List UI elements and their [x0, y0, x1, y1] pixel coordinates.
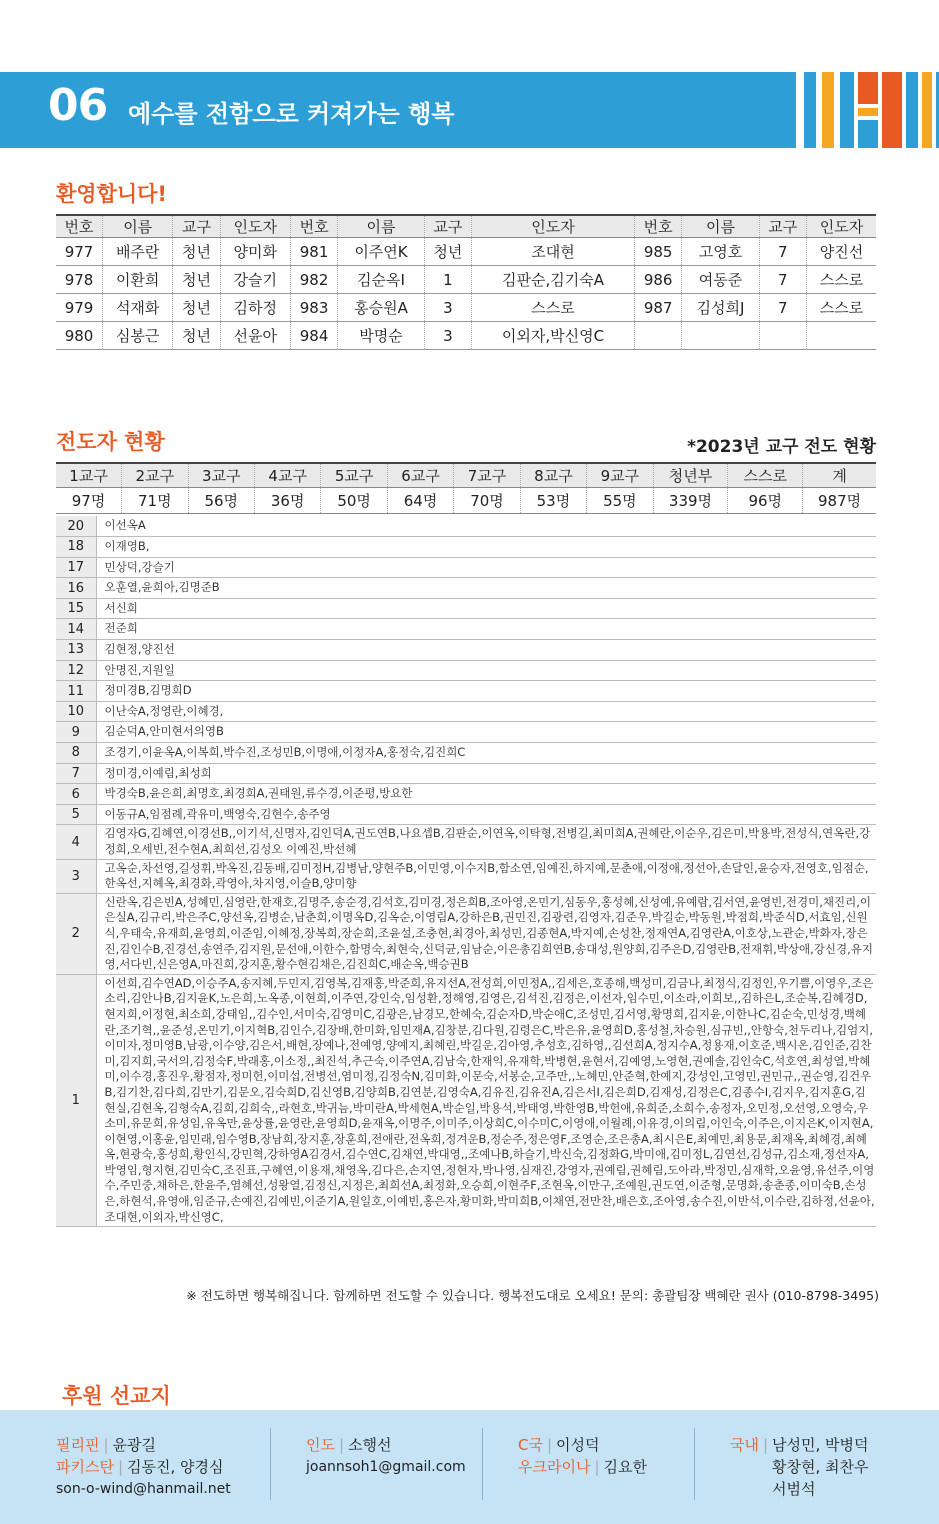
welcome-header-cell: 인도자	[472, 215, 635, 238]
list-item	[56, 640, 876, 661]
evangelist-names: 이재영B,	[96, 537, 876, 558]
table-row	[56, 238, 876, 266]
welcome-header-cell: 인도자	[806, 215, 876, 238]
stats-value-cell: 71명	[122, 487, 188, 513]
welcome-cell: 김하정	[220, 294, 290, 322]
welcome-cell: 강슬기	[220, 266, 290, 294]
welcome-cell: 978	[56, 266, 103, 294]
stats-value-cell: 97명	[56, 487, 122, 513]
welcome-cell: 청년	[173, 294, 220, 322]
stats-header-cell: 8교구	[520, 463, 586, 487]
evangelism-count: 6	[56, 784, 96, 805]
welcome-title: 환영합니다!	[56, 182, 168, 206]
missionary-col-2: 인도 | 소행선 joannsoh1@gmail.com	[306, 1434, 466, 1478]
stats-header-cell: 스스로	[728, 463, 803, 487]
evangelism-count: 10	[56, 701, 96, 722]
evangelism-count: 4	[56, 825, 96, 859]
table-row	[56, 266, 876, 294]
stats-value-cell: 36명	[254, 487, 320, 513]
country-label: 파키스탄	[56, 1458, 114, 1476]
list-item	[56, 619, 876, 640]
evangelist-names: 전준희	[96, 619, 876, 640]
list-item	[56, 557, 876, 578]
welcome-cell	[806, 322, 876, 350]
welcome-cell: 여동준	[682, 266, 759, 294]
stats-header-cell: 계	[803, 463, 876, 487]
list-item	[56, 743, 876, 764]
missionary-name: 김요한	[603, 1458, 647, 1476]
welcome-cell: 배주란	[103, 238, 173, 266]
stats-header-cell: 3교구	[188, 463, 254, 487]
welcome-cell: 이외자,박신영C	[472, 322, 635, 350]
divider	[694, 1428, 695, 1500]
evangelist-names: 박경숙B,윤은희,최명호,최경희A,권태원,류수경,이준평,방요한	[96, 784, 876, 805]
table-row	[56, 294, 876, 322]
welcome-cell: 심봉근	[103, 322, 173, 350]
evangelist-names: 신란옥,김은빈A,성혜민,심영란,한재호,김명주,송순경,김석호,김미경,정은희B,조아영,온민기,심동우,홍성혜,신성예,유예람,김서연,윤영빈,전경미,채진리,이은실A,김규리,박은주C,양선옥,김병순,남춘희,이명옥D,김옥순,이영림A,강하은B,권민진,김광련,김영자,김준우,박길순,박동원,박점희,박준식D,서효임,신원식,우태숙,유재희,윤영희,이준임,이혜정,장복희,장순희,조윤설,조충현,최경아,최성민,김종현A,박지예,손성찬,정재연A,김영란A,이호상,노관순,박화자,장은진,김인수B,진경선,송연주,김지원,문선애,이한수,함명숙,최현숙,신덕균,임남순,이은총김희연B,송대성,원양희,김주은D,김영란B,전재휘,박상애,강신경,유지영,서다빈,신은영A,마진희,강지훈,황수현김채은,김진희C,배순옥,백승권B	[96, 893, 876, 974]
missionary-name: 윤광길	[112, 1436, 157, 1454]
list-item	[56, 537, 876, 558]
welcome-cell: 스스로	[806, 294, 876, 322]
welcome-cell: 987	[635, 294, 682, 322]
missionary-name: 황창현, 최찬우	[772, 1458, 869, 1476]
welcome-cell: 980	[56, 322, 103, 350]
welcome-cell: 고영호	[682, 238, 759, 266]
welcome-header-cell: 이름	[103, 215, 173, 238]
welcome-cell: 석재화	[103, 294, 173, 322]
welcome-cell: 양진선	[806, 238, 876, 266]
missionary-name: 남성민, 박병덕	[772, 1436, 869, 1454]
evangelism-title: 전도자 현황	[56, 430, 165, 454]
welcome-cell: 979	[56, 294, 103, 322]
welcome-cell: 김순옥I	[338, 266, 424, 294]
country-label: 국내	[730, 1436, 759, 1454]
welcome-cell: 김판순,김기숙A	[472, 266, 635, 294]
list-item	[56, 825, 876, 859]
evangelism-count: 12	[56, 660, 96, 681]
evangelism-count: 18	[56, 537, 96, 558]
section-title: 예수를 전함으로 커져가는 행복	[128, 100, 455, 128]
evangelist-count-table	[56, 516, 876, 1227]
welcome-cell	[635, 322, 682, 350]
stats-value-cell: 987명	[803, 487, 876, 513]
list-item	[56, 859, 876, 893]
welcome-cell	[759, 322, 806, 350]
list-item	[56, 893, 876, 974]
welcome-cell: 홍승원A	[338, 294, 424, 322]
welcome-cell: 이환희	[103, 266, 173, 294]
welcome-cell: 청년	[173, 266, 220, 294]
list-item	[56, 974, 876, 1227]
evangelist-names: 이선희,김수연AD,이승주A,송지혜,두민지,김영복,김재홍,박준희,유지선A,전성희,이민정A,,김세은,호종해,백성미,김금나,최정식,김정인,우기쁨,이영우,조은소리,김안나B,김지윤K,노은희,노옥종,이현희,이주연,강인숙,임성환,정해영,김영은,김석진,김정은,이선자,임수민,이소라,이희보,,김하은L,조순복,김혜경D,현지희,이정현,최소희,강태임,,김수인,서미숙,김영미C,김광은,남경모,한혜숙,김순자D,박순애C,조성민,김서영,황명희,김지윤,이한나C,김순숙,민성경,백혜란,조기혁,,윤준성,온민기,이지혁B,김인수,김장배,한미화,임민재A,김창분,김다원,김령은C,박은유,윤영희D,홍성철,차승원,심규빈,,안항숙,천두리나,김엄지,이미자,정미영B,남광,이수양,김은서,배현,장예나,전예영,양예지,최혜린,박길운,김아영,추성호,김하영,,김선희A,정지수A,정용재,이호준,백시온,김인준,김찬미,김지희,국서의,김정숙F,박래홍,이소정,,최진석,추근숙,이주연A,김남숙,한재익,유재학,박병현,윤현서,김예영,노영현,권예솔,김인숙C,석호연,최성열,박혜미,이수경,홍진우,황점자,정미헌,이미섭,전병선,염미정,김정숙N,김미화,이문숙,서봉순,고주만,,노혜민,안준혁,한예지,강성인,고영민,권민규,,권순영,김건우B,김기찬,김다희,김만기,김문오,김숙희D,김신영B,김양희B,김연분,김영숙A,김유진,김유진A,김은서I,김은희D,김재성,김정은C,김종수I,김지우,김지훈G,김현실,김현옥,김형숙A,김희,김희숙,,라현호,박귀늠,박미란A,박세현A,박순일,박용석,박태영,박한영B,박헌애,유희준,소희수,송정자,오민정,오선영,오영숙,우소미,유문희,유성임,유옥만,윤상률,윤영란,윤영희D,윤재옥,이명주,이미주,이상희C,이수미C,이영애,이월례,이유경,이의림,이인숙,이주은,이지은K,이지현A,이현영,이홍윤,임민래,임수영B,장남희,장지훈,장훈희,전애란,전옥희,정겨운B,정순주,정은영F,조영순,조은총A,최시은E,최예민,최용문,최재옥,최혜경,최혜옥,현광숙,홍성희,황인식,강민혁,강하영A김경서,김수연C,김채연,박대영,,조예나B,하슬기,박신숙,김정화G,박미애,김미정L,김연선,김성규,김소재,정선자A,박영임,형지현,김민숙C,조진표,구혜연,이용재,채영옥,김다은,손지연,정현자,박나영,심재진,강영자,권예림,권혜림,도아라,박정민,심재학,오윤영,유선주,이영수,주민중,채하은,한윤주,염혜선,성왕열,김정신,지정은,최희선A,최정화,오승희,이현주F,조현옥,이만구,조예원,권도연,이준형,문명화,송춘종,이미숙B,손성은,하현석,유영애,임준규,손예진,김예빈,이준기A,원일호,이예빈,홍은자,황미화,박미희B,이채연,전만찬,배은호,조아영,송수진,이반석,이수란,김하정,선윤아,조대현,이외자,박신영C,	[96, 974, 876, 1227]
stats-value-cell: 50명	[321, 487, 387, 513]
welcome-cell: 스스로	[806, 266, 876, 294]
evangelism-count: 2	[56, 893, 96, 974]
missionary-name: 이성덕	[556, 1436, 600, 1454]
list-item	[56, 722, 876, 743]
welcome-cell: 7	[759, 238, 806, 266]
welcome-cell: 선윤아	[220, 322, 290, 350]
missionary-name: 김동진, 양경심	[127, 1458, 224, 1476]
evangelist-names: 이동규A,임점례,곽유미,백영숙,김현수,송주영	[96, 804, 876, 825]
stats-header-cell: 9교구	[587, 463, 653, 487]
welcome-cell: 조대현	[472, 238, 635, 266]
evangelist-names: 이난숙A,정영란,이혜경,	[96, 701, 876, 722]
welcome-header-cell: 번호	[290, 215, 337, 238]
list-item	[56, 784, 876, 805]
missionary-email: son-o-wind@hanmail.net	[56, 1481, 231, 1497]
welcome-cell: 박명순	[338, 322, 424, 350]
welcome-cell: 977	[56, 238, 103, 266]
stats-value-cell: 56명	[188, 487, 254, 513]
evangelist-names: 김현정,양진선	[96, 640, 876, 661]
evangelist-names: 이선옥A	[96, 516, 876, 537]
evangelism-count: 1	[56, 974, 96, 1227]
evangelist-names: 고옥순,차선영,길성휘,박옥진,김동배,김미정H,김병남,양현주B,이민영,이수지B,함소연,임예진,하지예,문춘애,이정애,정선아,손달인,윤승자,전영호,임점순,한옥선,지혜옥,최경화,곽영아,차지영,이슬B,양미향	[96, 859, 876, 893]
welcome-cell: 984	[290, 322, 337, 350]
evangelism-count: 7	[56, 763, 96, 784]
welcome-cell: 982	[290, 266, 337, 294]
stats-value-cell: 96명	[728, 487, 803, 513]
stats-header-cell: 청년부	[653, 463, 728, 487]
evangelist-names: 김영자G,김혜연,이경선B,,이기석,신명자,김인덕A,권도연B,나요셉B,김판순,이연옥,이탁형,전병길,최미희A,권혜란,이순우,김은미,박용박,전성식,연옥란,강정희,오세빈,전수현A,최희선,김성오 이예진,박선혜	[96, 825, 876, 859]
missionary-title: 후원 선교지	[62, 1384, 171, 1408]
welcome-cell: 양미화	[220, 238, 290, 266]
list-item	[56, 804, 876, 825]
welcome-cell: 985	[635, 238, 682, 266]
welcome-cell: 981	[290, 238, 337, 266]
evangelism-count: 9	[56, 722, 96, 743]
stats-value-cell: 339명	[653, 487, 728, 513]
country-label: 필리핀	[56, 1436, 100, 1454]
welcome-cell	[682, 322, 759, 350]
stats-header-cell: 6교구	[387, 463, 453, 487]
evangelism-note: *2023년 교구 전도 현황	[687, 437, 876, 457]
evangelism-count: 3	[56, 859, 96, 893]
evangelism-count: 5	[56, 804, 96, 825]
list-item	[56, 763, 876, 784]
welcome-header-cell: 교구	[173, 215, 220, 238]
evangelist-names: 안명진,지원일	[96, 660, 876, 681]
missionary-name: 서범석	[772, 1480, 816, 1498]
country-label: 우크라이나	[518, 1458, 591, 1476]
welcome-cell: 청년	[173, 322, 220, 350]
missionary-email: joannsoh1@gmail.com	[306, 1459, 466, 1475]
footnote: ※ 전도하면 행복해집니다. 함께하면 전도할 수 있습니다. 행복전도대로 오세요! 문의: 총괄팀장 백혜란 권사 (010-8798-3495)	[186, 1288, 879, 1303]
welcome-table	[56, 214, 876, 350]
evangelism-count: 20	[56, 516, 96, 537]
welcome-cell: 스스로	[472, 294, 635, 322]
stats-value-cell: 64명	[387, 487, 453, 513]
table-row	[56, 322, 876, 350]
evangelist-names: 김순덕A,안미현서의영B	[96, 722, 876, 743]
stats-header-cell: 2교구	[122, 463, 188, 487]
evangelism-stats-table	[56, 462, 876, 514]
list-item	[56, 660, 876, 681]
stats-header-cell: 5교구	[321, 463, 387, 487]
welcome-header-cell: 이름	[338, 215, 424, 238]
stats-value-cell: 53명	[520, 487, 586, 513]
missionary-col-3: C국 | 이성덕 우크라이나 | 김요한	[518, 1436, 647, 1476]
welcome-header-cell: 교구	[424, 215, 471, 238]
evangelist-names: 조경기,이윤옥A,이복희,박수진,조성민B,이명애,이정자A,홍정숙,김진희C	[96, 743, 876, 764]
list-item	[56, 516, 876, 537]
evangelism-count: 16	[56, 578, 96, 599]
welcome-header-cell: 교구	[759, 215, 806, 238]
welcome-header-cell: 인도자	[220, 215, 290, 238]
evangelist-names: 정미경B,김명희D	[96, 681, 876, 702]
stats-header-cell: 7교구	[454, 463, 520, 487]
welcome-cell: 986	[635, 266, 682, 294]
divider	[482, 1428, 483, 1500]
missionary-col-4: 국내 | 남성민, 박병덕 황창현, 최찬우 서범석	[730, 1436, 869, 1498]
welcome-cell: 이주연K	[338, 238, 424, 266]
welcome-cell: 김성희J	[682, 294, 759, 322]
evangelism-count: 8	[56, 743, 96, 764]
list-item	[56, 701, 876, 722]
evangelist-names: 오훈열,윤희아,김명준B	[96, 578, 876, 599]
evangelism-count: 11	[56, 681, 96, 702]
welcome-cell: 청년	[173, 238, 220, 266]
list-item	[56, 578, 876, 599]
missionary-name: 소행선	[348, 1436, 392, 1454]
stats-value-cell: 70명	[454, 487, 520, 513]
evangelist-names: 민상덕,강슬기	[96, 557, 876, 578]
welcome-cell: 1	[424, 266, 471, 294]
evangelism-count: 17	[56, 557, 96, 578]
welcome-header-cell: 이름	[682, 215, 759, 238]
welcome-header-cell: 번호	[635, 215, 682, 238]
evangelism-count: 13	[56, 640, 96, 661]
evangelism-count: 14	[56, 619, 96, 640]
stats-header-cell: 4교구	[254, 463, 320, 487]
welcome-cell: 7	[759, 266, 806, 294]
welcome-header-cell: 번호	[56, 215, 103, 238]
welcome-cell: 3	[424, 294, 471, 322]
stats-value-cell: 55명	[587, 487, 653, 513]
evangelism-count: 15	[56, 598, 96, 619]
welcome-cell: 983	[290, 294, 337, 322]
welcome-cell: 7	[759, 294, 806, 322]
list-item	[56, 681, 876, 702]
welcome-cell: 3	[424, 322, 471, 350]
church-logo	[796, 68, 936, 152]
country-label: C국	[518, 1436, 543, 1454]
missionary-col-1: 필리핀 | 윤광길 파키스탄 | 김동진, 양경심 son-o-wind@hanmail.net	[56, 1434, 231, 1500]
list-item	[56, 598, 876, 619]
divider	[270, 1428, 271, 1500]
welcome-cell: 청년	[424, 238, 471, 266]
evangelist-names: 서신희	[96, 598, 876, 619]
country-label: 인도	[306, 1436, 335, 1454]
stats-header-cell: 1교구	[56, 463, 122, 487]
evangelist-names: 정미경,이예림,최성희	[96, 763, 876, 784]
section-number: 06	[48, 80, 108, 131]
